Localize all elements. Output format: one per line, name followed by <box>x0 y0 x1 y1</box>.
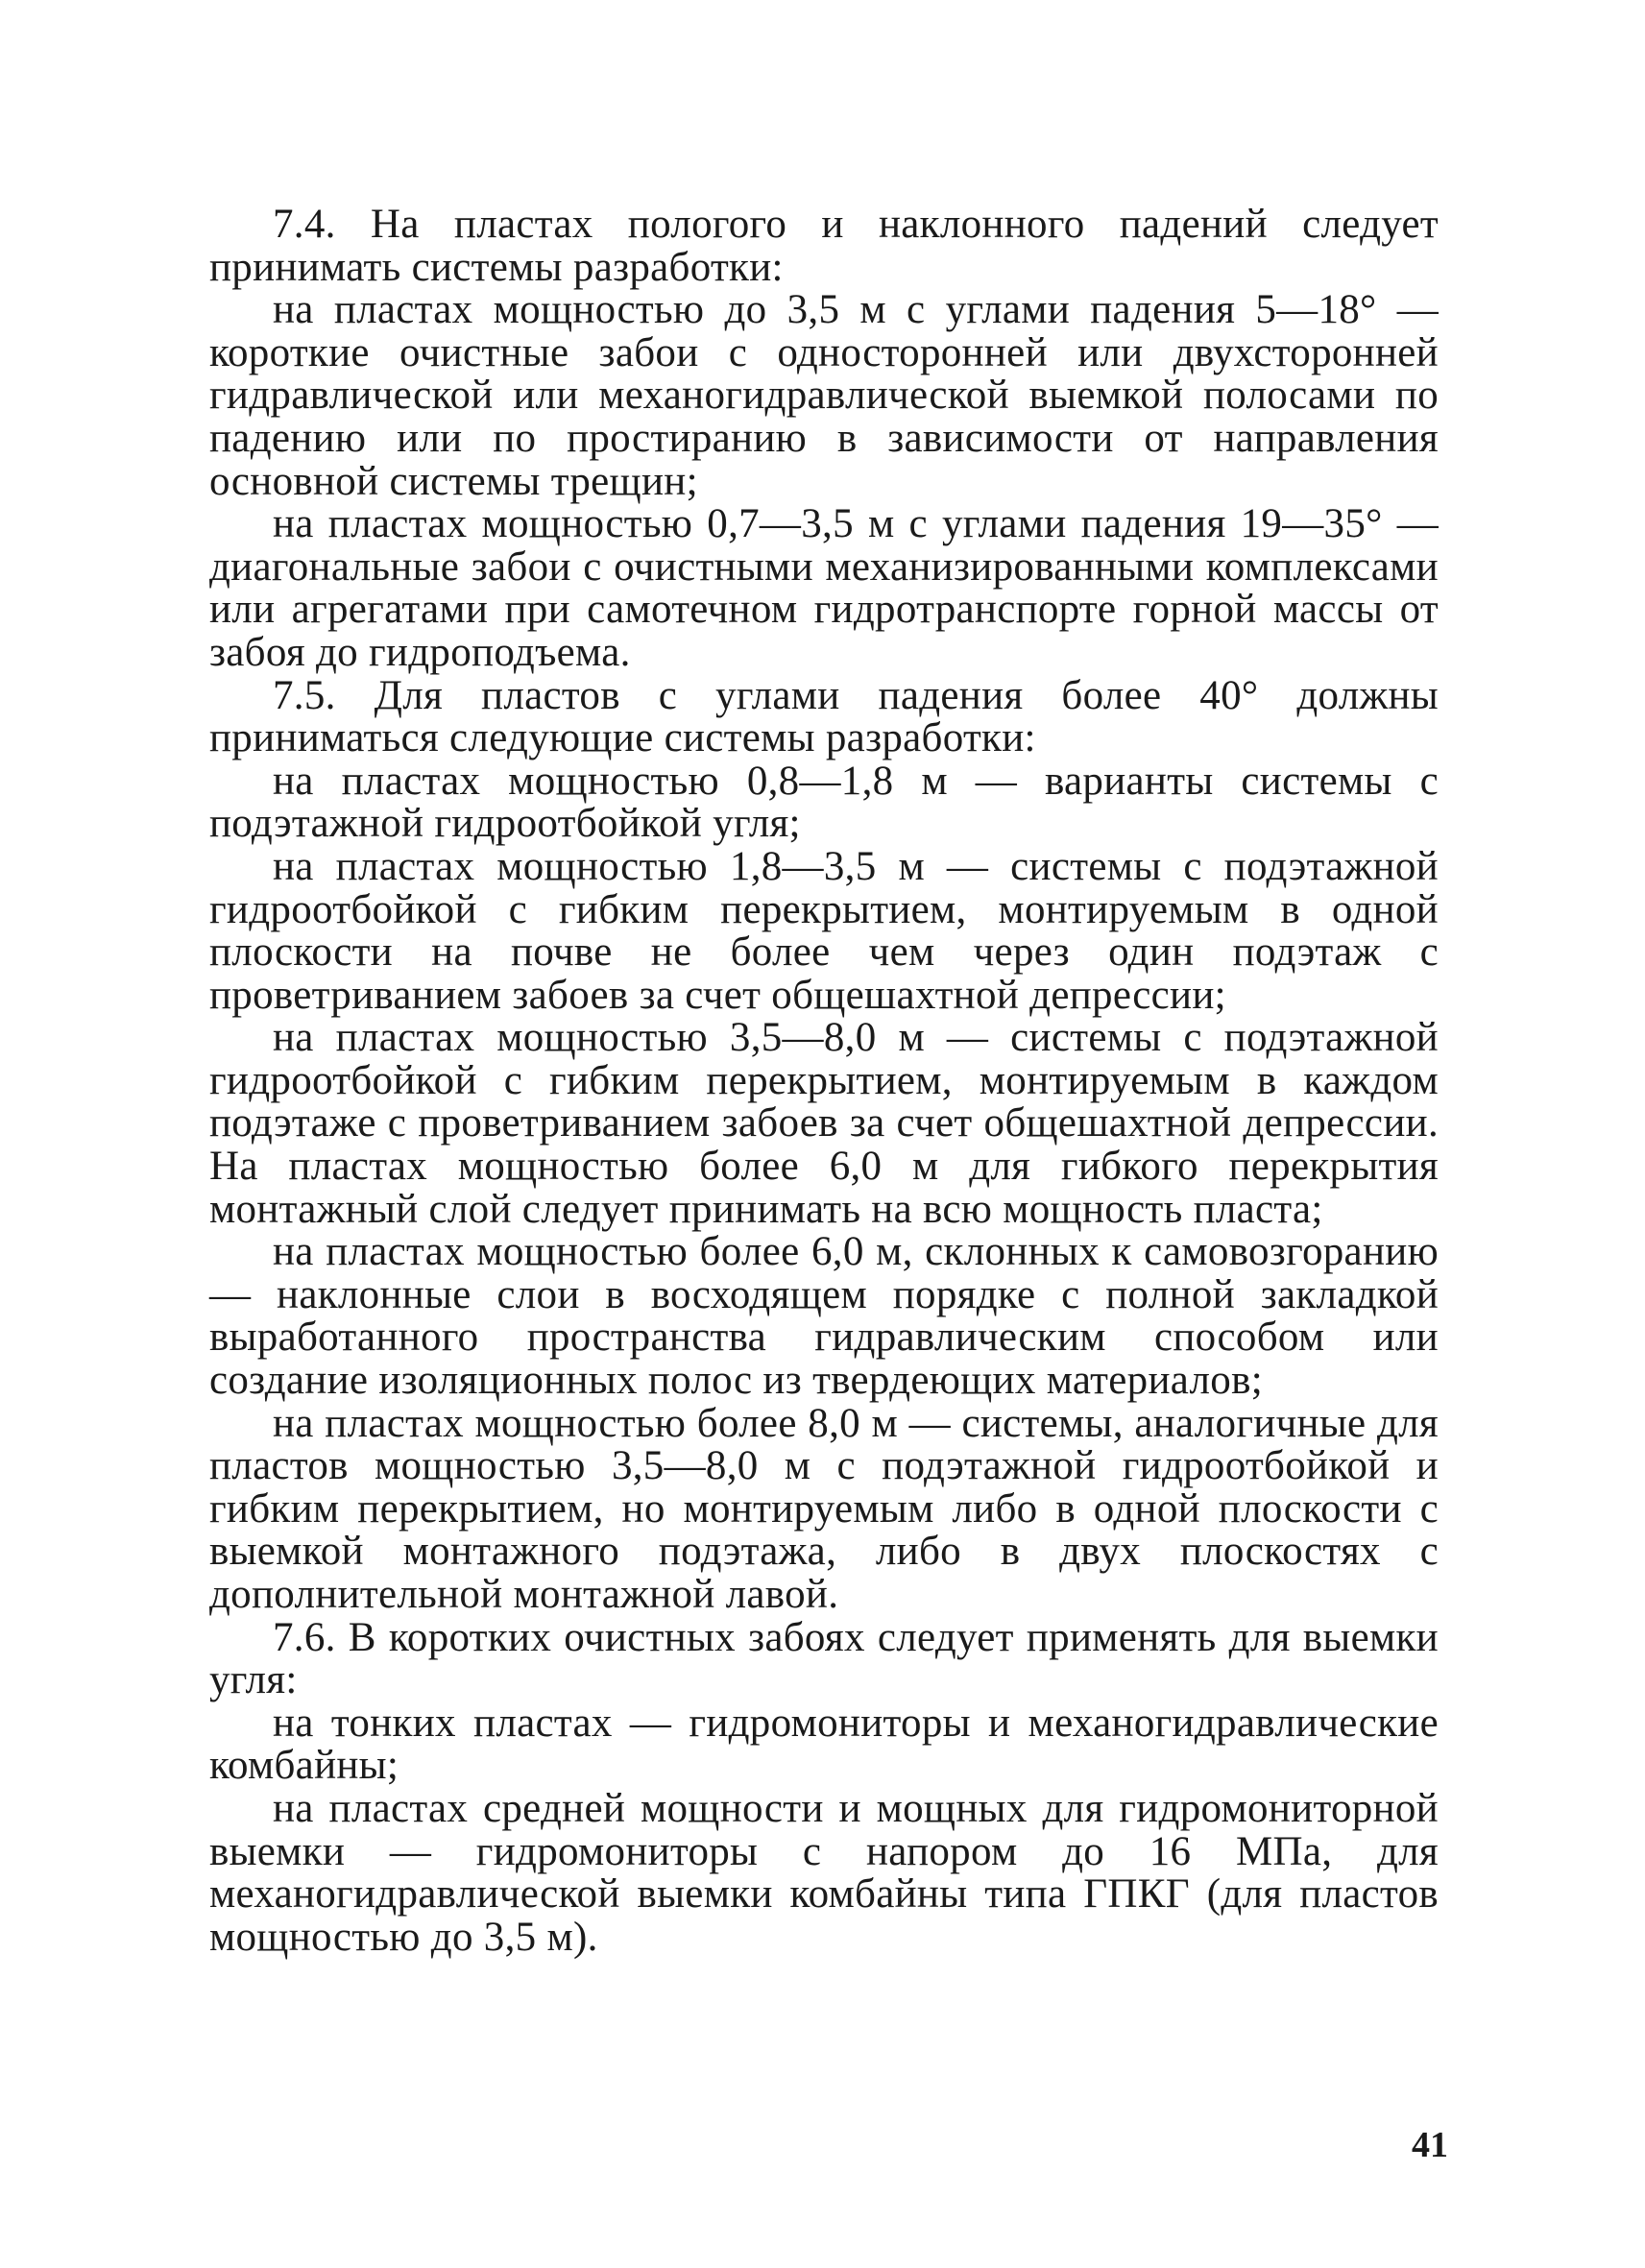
paragraph-7-5: 7.5. Для пластов с углами падения более 40° должны приниматься следующие системы разработки: <box>209 672 1439 761</box>
paragraph-7-4-item-2: на пластах мощностью 0,7—3,5 м с углами падения 19—35° — диагональные забои с очистными механизированными комплексами или агрегатами при самотечном гидротранспорте горной массы от забоя до гидроподъема. <box>209 501 1439 675</box>
page-number: 41 <box>1412 2125 1448 2165</box>
paragraph-7-5-item-5: на пластах мощностью более 8,0 м — системы, аналогичные для пластов мощностью 3,5—8,0 м с подэтажной гидроотбойкой и гибким перекрытием, но монтируемым либо в одной плоскости с выемкой монтажного подэтажа, либо в двух плоскостях с дополнительной монтажной лавой. <box>209 1400 1439 1617</box>
paragraph-7-5-item-1: на пластах мощностью 0,8—1,8 м — варианты системы с подэтажной гидроотбойкой угля; <box>209 758 1439 847</box>
paragraph-7-5-item-3: на пластах мощностью 3,5—8,0 м — системы с подэтажной гидроотбойкой с гибким перекрытием, монтируемым в каждом подэтаже с проветриванием забоев за счет общешахтной депрессии. На пластах мощностью более 6,0 м для гибкого перекрытия монтажный слой следует принимать на всю мощность пласта; <box>209 1015 1439 1232</box>
body-text <box>209 204 1439 1959</box>
paragraph-7-5-item-2: на пластах мощностью 1,8—3,5 м — системы с подэтажной гидроотбойкой с гибким перекрытием, монтируемым в одной плоскости на почве не более чем через один подэтаж с проветриванием забоев за счет общешахтной депрессии; <box>209 843 1439 1018</box>
paragraph-7-6-item-2: на пластах средней мощности и мощных для гидромониторной выемки — гидромониторы с напором до 16 МПа, для механогидравлической выемки комбайны типа ГПКГ (для пластов мощностью до 3,5 м). <box>209 1785 1439 1960</box>
paragraph-7-4-item-1: на пластах мощностью до 3,5 м с углами падения 5—18° — короткие очистные забои с односторонней или двухсторонней гидравлической или механогидравлической выемкой полосами по падению или по простиранию в зависимости от направления основной системы трещин; <box>209 287 1439 504</box>
paragraph-7-4: 7.4. На пластах пологого и наклонного падений следует принимать системы разработки: <box>209 202 1439 290</box>
paragraph-7-5-item-4: на пластах мощностью более 6,0 м, склонных к самовозгоранию — наклонные слои в восходящем порядке с полной закладкой выработанного пространства гидравлическим способом или создание изоляционных полос из твердеющих материалов; <box>209 1229 1439 1404</box>
paragraph-7-6: 7.6. В коротких очистных забоях следует применять для выемки угля: <box>209 1614 1439 1703</box>
paragraph-7-6-item-1: на тонких пластах — гидромониторы и механогидравлические комбайны; <box>209 1700 1439 1789</box>
